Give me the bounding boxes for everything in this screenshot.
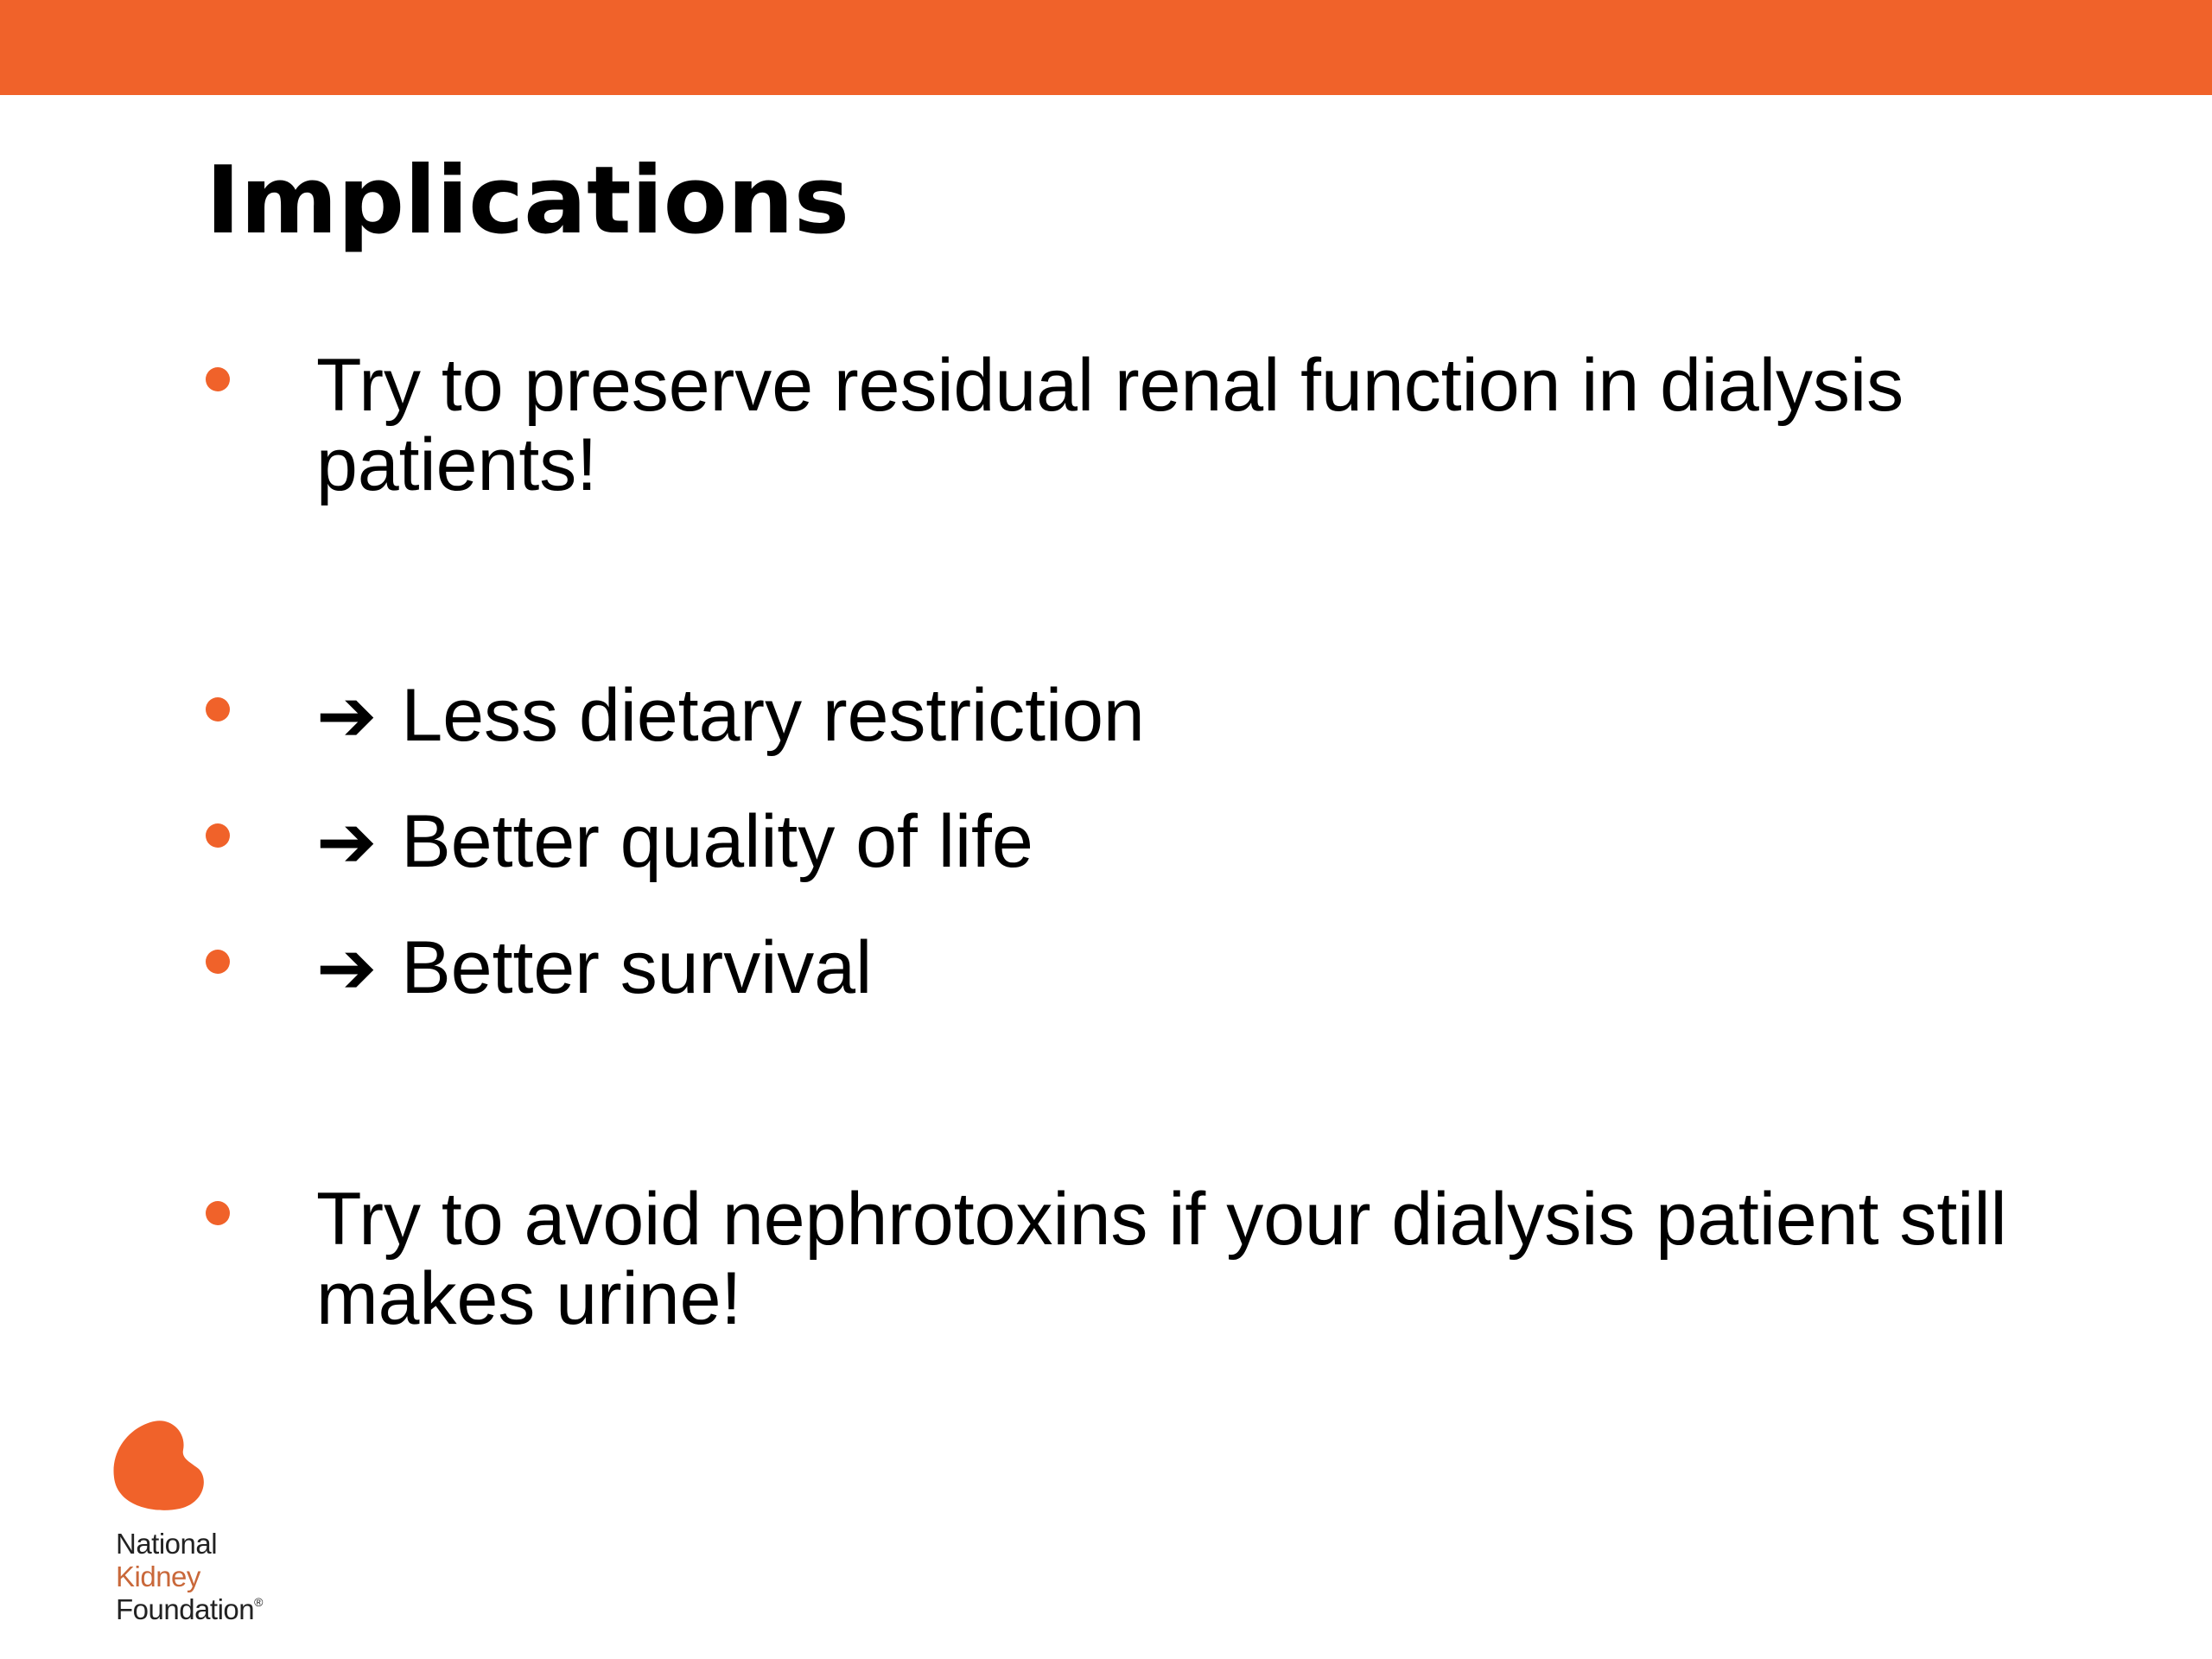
arrow-right-icon: ➔: [316, 799, 378, 884]
bullet-text: [316, 673, 2131, 758]
slide-title: Implications: [206, 147, 849, 255]
bullet-label: Less dietary restriction: [401, 674, 1145, 757]
header-accent-bar: [0, 0, 2212, 95]
logo-text-national: National: [116, 1528, 218, 1560]
bullet-text: Try to avoid nephrotoxins if your dialysis patient still makes urine!: [316, 1178, 2007, 1340]
bullet-text: Try to preserve residual renal function in dialysis patients!: [316, 344, 1904, 506]
bullet-dot: [206, 367, 230, 391]
bullet-dot: [206, 823, 230, 848]
bullet-label: Better quality of life: [401, 800, 1033, 883]
logo-text-kidney: Kidney: [116, 1560, 200, 1592]
registered-mark: ®: [254, 1595, 263, 1609]
logo-text-foundation: [116, 1593, 263, 1626]
bullet-text: [316, 925, 2131, 1010]
logo-text-foundation-word: Foundation: [116, 1593, 255, 1625]
bullet-label: Better survival: [401, 926, 873, 1009]
bullet-dot: [206, 950, 230, 974]
arrow-right-icon: ➔: [316, 925, 378, 1010]
kidney-icon: [112, 1417, 207, 1512]
bullet-text: [316, 799, 2131, 884]
bullet-dot: [206, 1201, 230, 1225]
bullet-dot: [206, 697, 230, 721]
arrow-right-icon: ➔: [316, 673, 378, 758]
